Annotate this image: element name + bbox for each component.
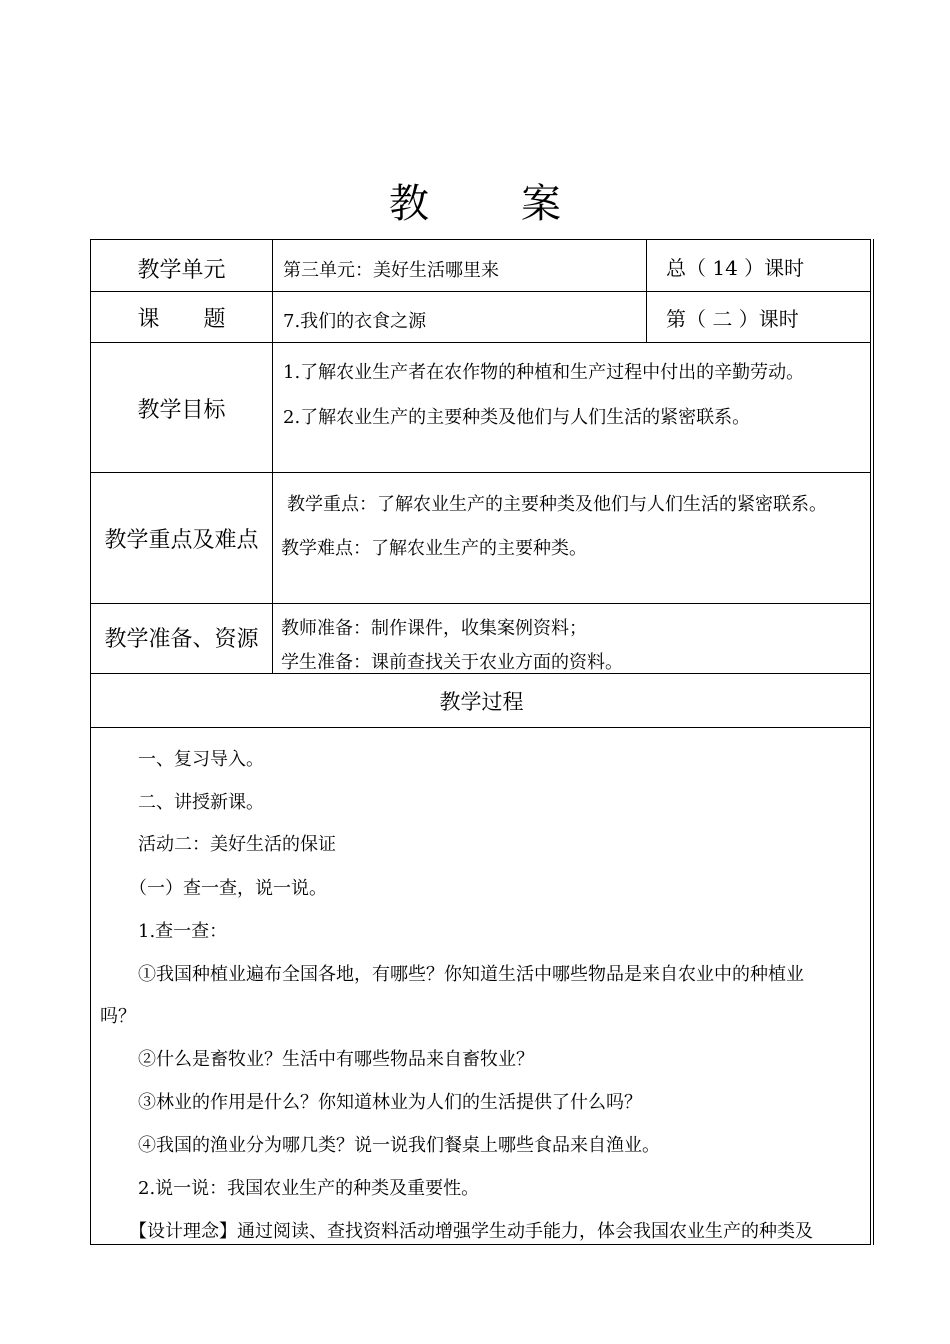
process-line: 2.说一说：我国农业生产的种类及重要性。 — [138, 1178, 480, 1199]
goal-item: 2.了解农业生产的主要种类及他们与人们生活的紧密联系。 — [283, 407, 751, 428]
key-point-item: 教学重点：了解农业生产的主要种类及他们与人们生活的紧密联系。 — [287, 494, 827, 515]
process-line: 1.查一查： — [138, 921, 228, 942]
process-line: 吗？ — [100, 1006, 136, 1027]
goals-label: 教学目标 — [137, 398, 226, 423]
process-line: （一）查一查，说一说。 — [129, 878, 327, 899]
process-line: 活动二：美好生活的保证 — [138, 834, 336, 855]
process-line: ①我国种植业遍布全国各地，有哪些？你知道生活中哪些物品是来自农业中的种植业 — [138, 964, 804, 985]
title-char-2: 案 — [521, 181, 561, 227]
prep-item: 学生准备：课前查找关于农业方面的资料。 — [281, 652, 623, 673]
prep-label: 教学准备、资源 — [104, 627, 259, 652]
total-hours: 总（ 14 ）课时 — [666, 256, 805, 280]
topic-value: 7.我们的衣食之源 — [283, 311, 427, 332]
process-line: 一、复习导入。 — [138, 749, 264, 770]
document-title — [0, 172, 950, 229]
key-point-item: 教学难点：了解农业生产的主要种类。 — [281, 538, 587, 559]
unit-value: 第三单元：美好生活哪里来 — [283, 260, 499, 281]
lesson-plan-table — [90, 239, 871, 1245]
process-header: 教学过程 — [439, 690, 524, 714]
goal-item: 1.了解农业生产者在农作物的种植和生产过程中付出的辛勤劳动。 — [283, 362, 805, 383]
process-line: ②什么是畜牧业？生活中有哪些物品来自畜牧业？ — [138, 1049, 534, 1070]
process-line: ④我国的渔业分为哪几类？说一说我们餐桌上哪些食品来自渔业。 — [138, 1135, 660, 1156]
key-points-label: 教学重点及难点 — [104, 528, 259, 553]
process-line: ③林业的作用是什么？你知道林业为人们的生活提供了什么吗？ — [138, 1092, 642, 1113]
title-char-1: 教 — [389, 181, 429, 227]
process-line: 二、讲授新课。 — [138, 792, 264, 813]
unit-label: 教学单元 — [137, 258, 226, 283]
process-line: 【设计理念】通过阅读、查找资料活动增强学生动手能力，体会我国农业生产的种类及 — [129, 1221, 813, 1242]
lesson-number: 第（ 二 ）课时 — [666, 307, 799, 331]
topic-label: 课 题 — [137, 307, 226, 332]
prep-item: 教师准备：制作课件，收集案例资料； — [281, 618, 587, 639]
